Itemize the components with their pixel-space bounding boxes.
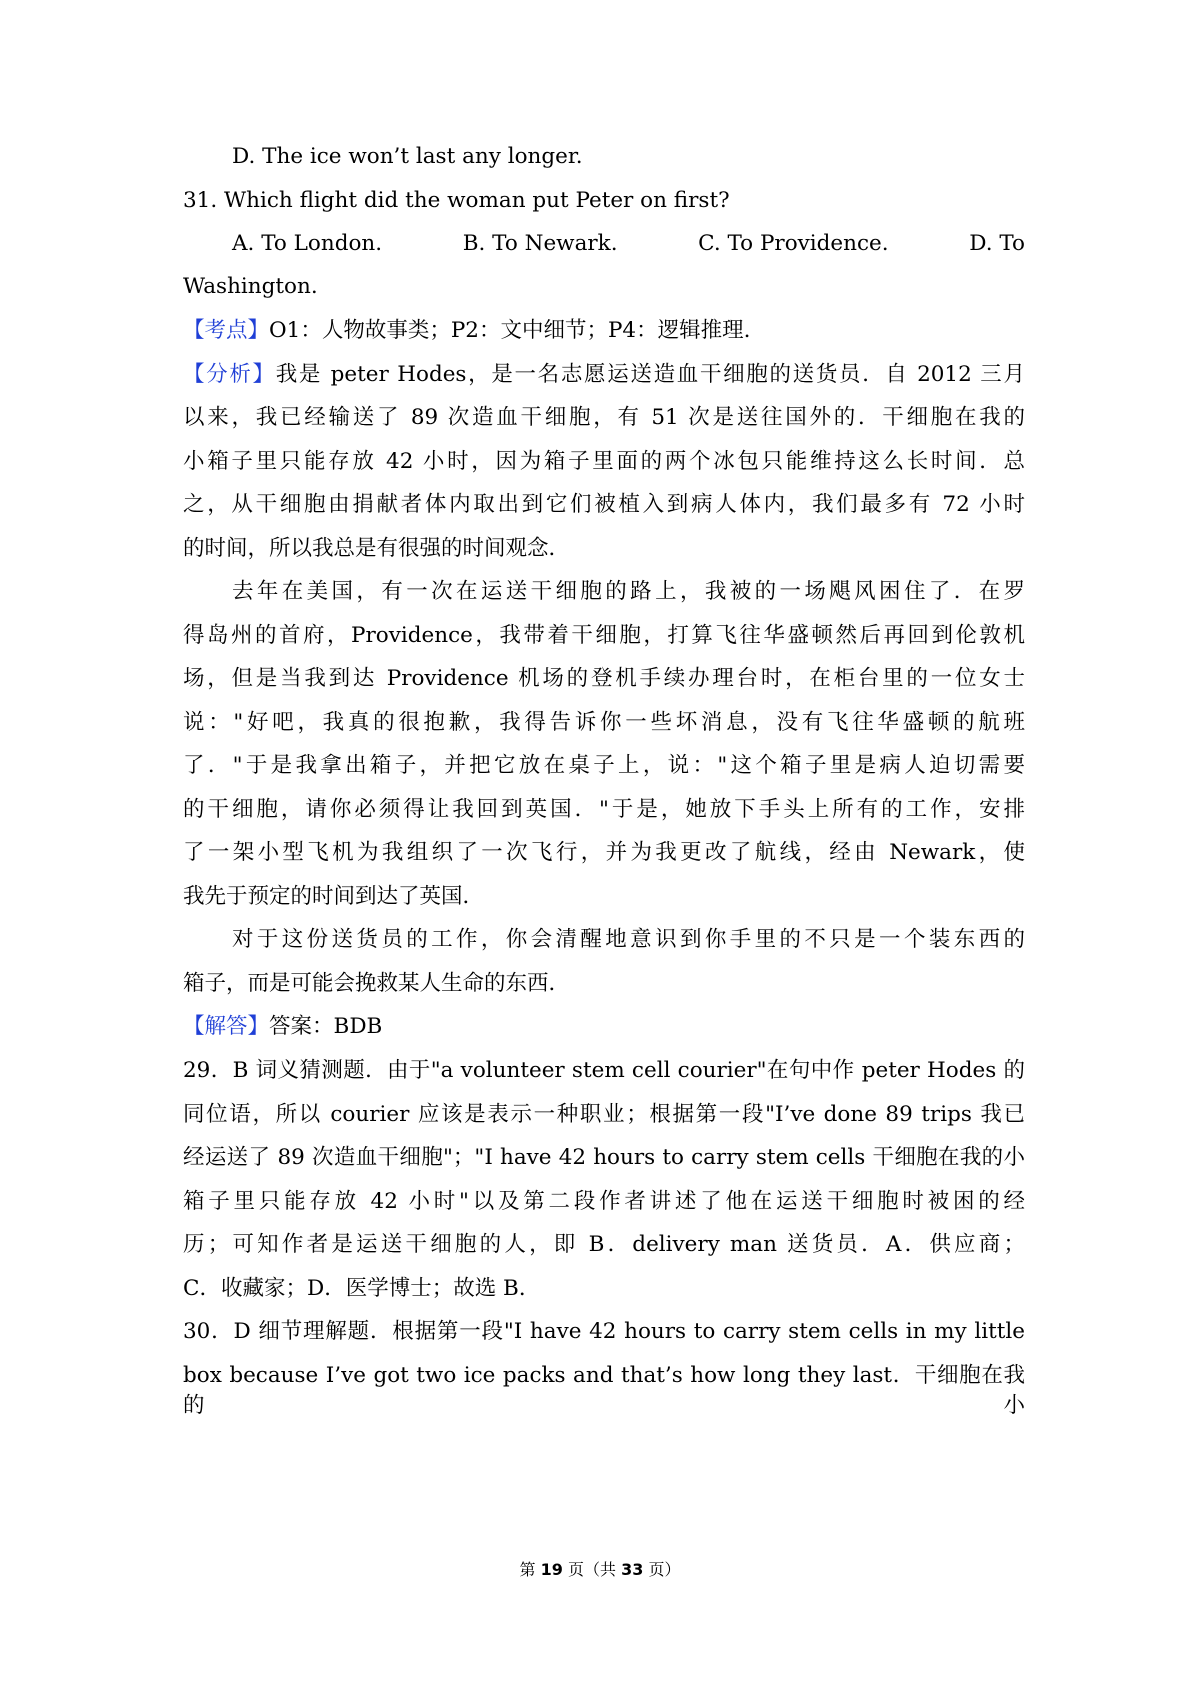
page-footer — [0, 1559, 1200, 1581]
question-31: 31. Which flight did the woman put Peter on first? — [183, 188, 730, 213]
analysis-line: 对于这份送货员的工作，你会清醒地意识到你手里的不只是一个装东西的 — [232, 927, 1025, 952]
analysis-line: 的时间，所以我总是有很强的时间观念． — [183, 536, 571, 561]
option-a: A. To London. — [232, 231, 383, 256]
jieda-tag: 【解答】 — [183, 1014, 270, 1039]
page-number: 19 — [540, 1560, 563, 1579]
answer-29-line: 经运送了 89 次造血干细胞"；"I have 42 hours to carry stem cells 干细胞在我的小 — [183, 1145, 1025, 1170]
jieda-line — [183, 1012, 1025, 1042]
kaodian-text: O1：人物故事类；P2：文中细节；P4：逻辑推理. — [269, 318, 751, 343]
kaodian-line — [183, 316, 1025, 346]
answer-text: 答案：BDB — [269, 1014, 383, 1039]
option-b: B. To Newark. — [462, 231, 618, 256]
answer-30-line: box because I’ve got two ice packs and that’s how long they last．干细胞在我的小 — [183, 1363, 1025, 1418]
option-c: C. To Providence. — [698, 231, 889, 256]
question-31-options — [232, 229, 1025, 259]
analysis-line: 以来，我已经输送了 89 次造血干细胞，有 51 次是送往国外的．干细胞在我的 — [183, 405, 1025, 430]
analysis-line: 之，从干细胞由捐献者体内取出到它们被植入到病人体内，我们最多有 72 小时 — [183, 492, 1025, 517]
analysis-line: 说："好吧，我真的很抱歉，我得告诉你一些坏消息，没有飞往华盛顿的航班 — [183, 710, 1025, 735]
option-d-continued: Washington. — [183, 274, 318, 299]
answer-29-line: 同位语，所以 courier 应该是表示一种职业；根据第一段"I’ve done 89 trips 我已 — [183, 1102, 1025, 1127]
total-pages: 33 — [621, 1560, 644, 1579]
option-d: D. To — [969, 231, 1025, 256]
analysis-line: 小箱子里只能存放 42 小时，因为箱子里面的两个冰包只能维持这么长时间．总 — [183, 449, 1025, 474]
footer-middle: 页（共 — [567, 1560, 616, 1579]
analysis-line: 去年在美国，有一次在运送干细胞的路上，我被的一场飓风困住了．在罗 — [232, 579, 1025, 604]
analysis-line: 了．"于是我拿出箱子，并把它放在桌子上，说："这个箱子里是病人迫切需要 — [183, 753, 1025, 778]
footer-prefix: 第 — [519, 1560, 536, 1579]
analysis-line: 了一架小型飞机为我组织了一次飞行，并为我更改了航线，经由 Newark，使 — [183, 840, 1025, 865]
fenxi-tag: 【分析】 — [183, 362, 276, 387]
answer-29-line: 箱子里只能存放 42 小时"以及第二段作者讲述了他在运送干细胞时被困的经 — [183, 1189, 1025, 1214]
fenxi-line — [183, 360, 1025, 390]
fenxi-text: 我是 peter Hodes，是一名志愿运送造血干细胞的送货员．自 2012 三月 — [275, 362, 1025, 387]
analysis-line: 箱子，而是可能会挽救某人生命的东西． — [183, 971, 571, 996]
analysis-line: 我先于预定的时间到达了英国． — [183, 884, 485, 909]
answer-30-line: 30．D 细节理解题．根据第一段"I have 42 hours to carry stem cells in my little — [183, 1319, 1025, 1344]
option-line: D. The ice won’t last any longer. — [232, 144, 583, 169]
answer-29-line: 29．B 词义猜测题．由于"a volunteer stem cell courier"在句中作 peter Hodes 的 — [183, 1058, 1025, 1083]
footer-suffix: 页） — [648, 1560, 681, 1579]
analysis-line: 场，但是当我到达 Providence 机场的登机手续办理台时，在柜台里的一位女士 — [183, 666, 1025, 691]
answer-29-line: 历；可知作者是运送干细胞的人，即 B．delivery man 送货员．A．供应商； — [183, 1232, 1025, 1257]
answer-29-line: C．收藏家；D．医学博士；故选 B． — [183, 1276, 541, 1301]
analysis-line: 得岛州的首府，Providence，我带着干细胞，打算飞往华盛顿然后再回到伦敦机 — [183, 623, 1025, 648]
kaodian-tag: 【考点】 — [183, 318, 270, 343]
analysis-line: 的干细胞，请你必须得让我回到英国．"于是，她放下手头上所有的工作，安排 — [183, 797, 1025, 822]
